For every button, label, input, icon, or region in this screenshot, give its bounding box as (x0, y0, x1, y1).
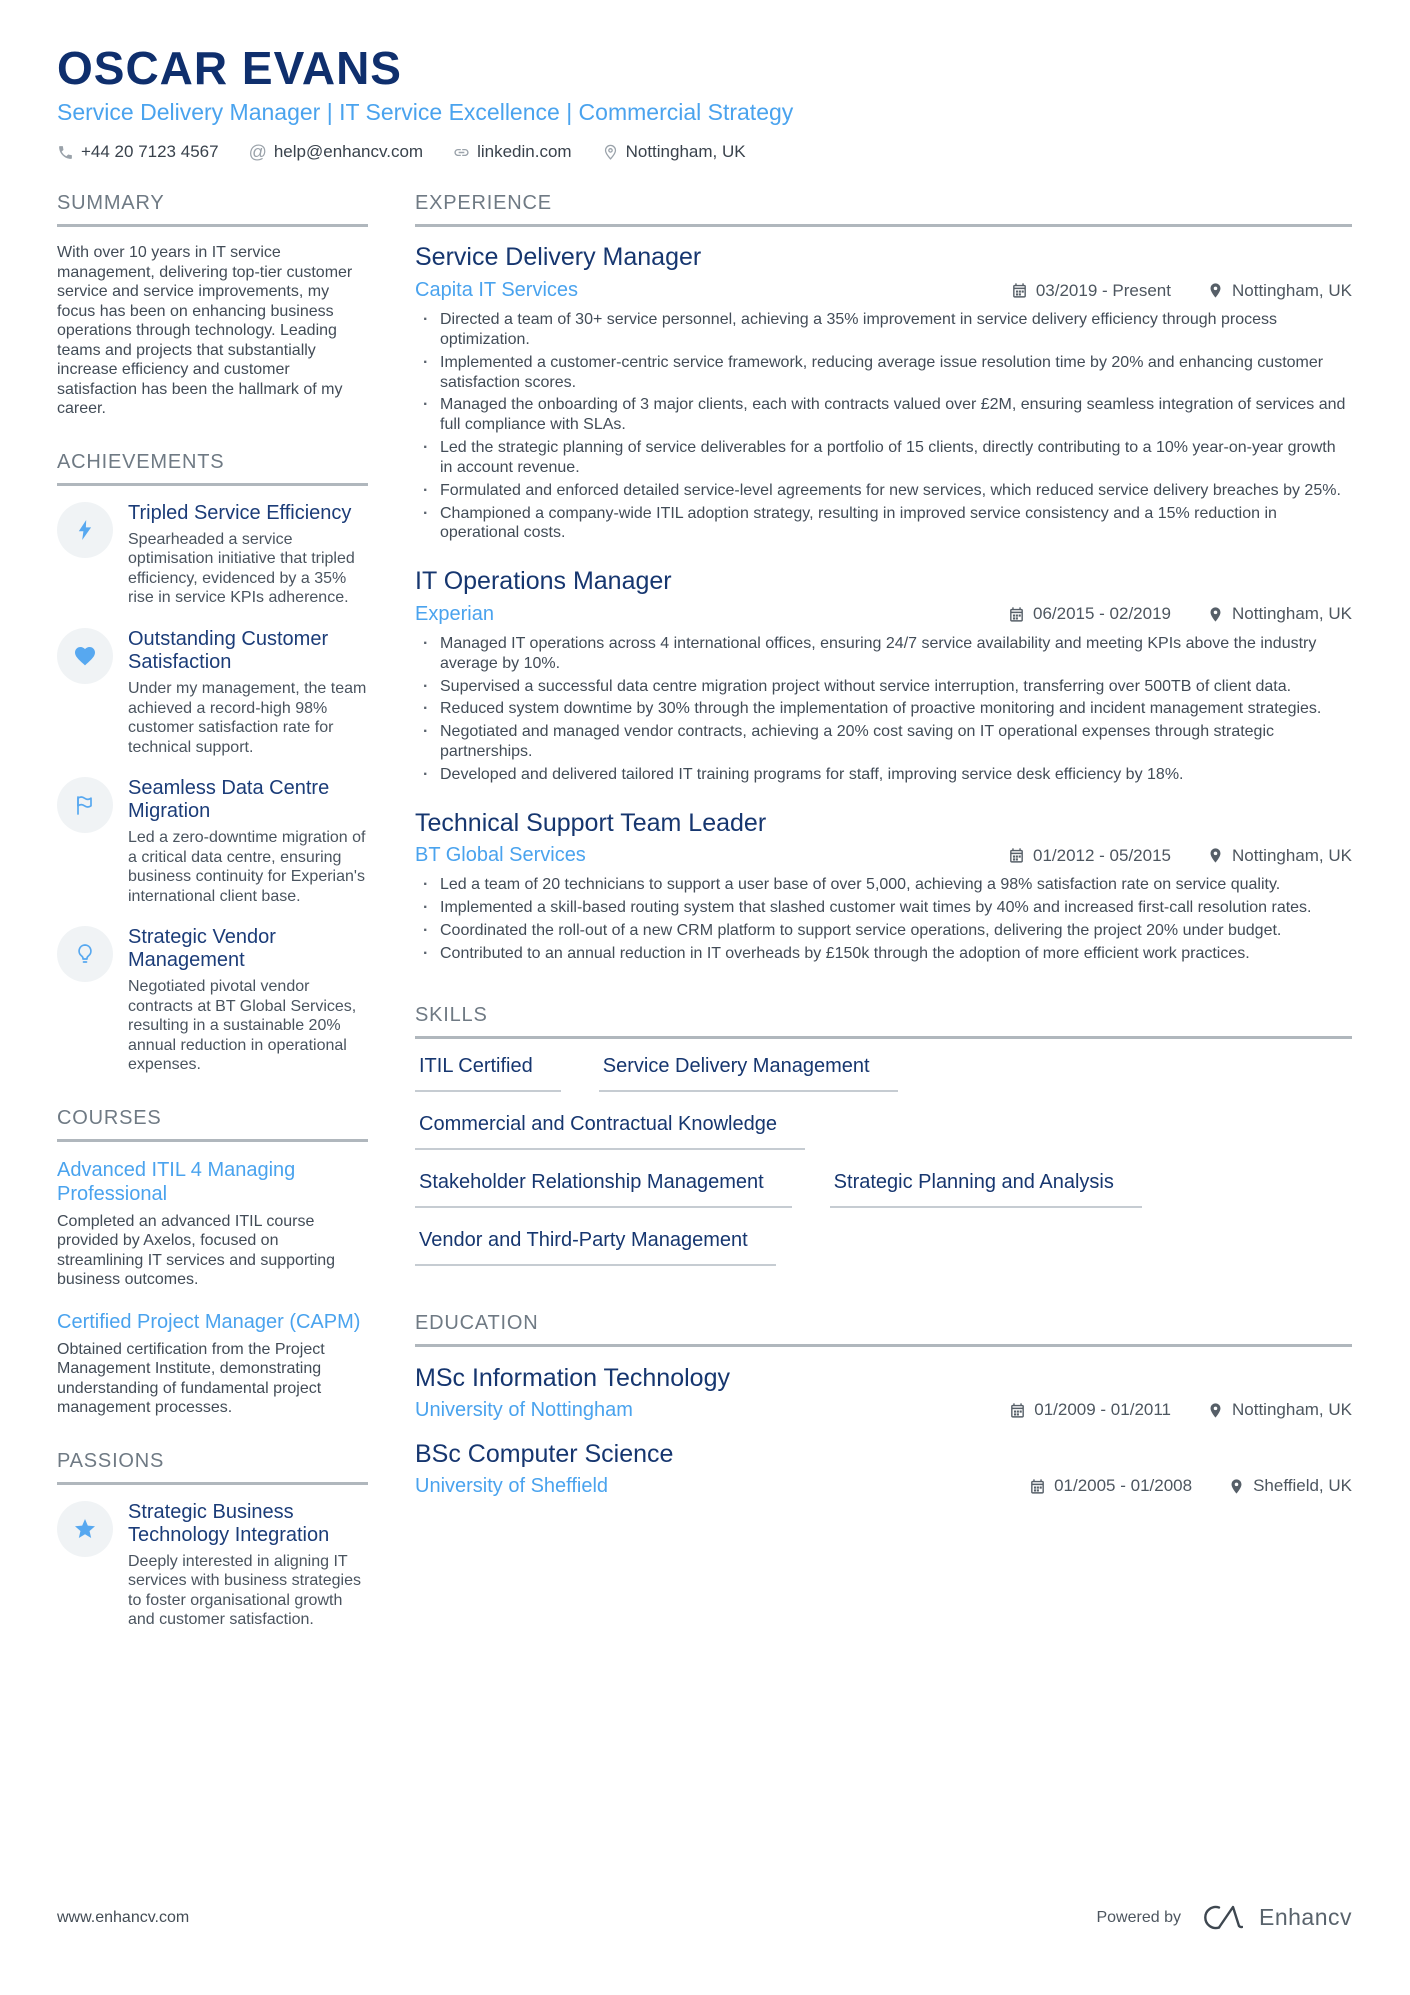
experience-section (415, 192, 1352, 963)
course-title: Certified Project Manager (CAPM) (57, 1310, 361, 1333)
bullet: · Implemented a skill-based routing system that slashed customer wait times by 40% and increased first-call resolution rates. (415, 898, 1352, 918)
calendar-icon (1008, 847, 1025, 864)
contact-link-text: linkedin.com (477, 142, 572, 162)
bullet: · Reduced system downtime by 30% through the implementation of proactive monitoring and incident management strategies. (415, 699, 1352, 719)
skills-section (415, 1004, 1352, 1266)
bullet: · Implemented a customer-centric service framework, reducing average issue resolution time by 20% and enhancing customer satisfaction scores. (415, 353, 1352, 393)
bullet: · Supervised a successful data centre migration project without service interruption, transferring over 500TB of client data. (415, 677, 1352, 697)
passion-item (57, 1501, 368, 1630)
star-icon (57, 1501, 113, 1557)
bullet: · Led the strategic planning of service deliverables for a portfolio of 15 clients, directly contributing to a 10% year-on-year growth in account revenue. (415, 438, 1352, 478)
experience-heading: EXPERIENCE (415, 192, 1352, 227)
heart-icon (57, 628, 113, 684)
education-heading: EDUCATION (415, 1312, 1352, 1347)
education-section (415, 1312, 1352, 1498)
education-location: Nottingham, UK (1207, 1400, 1352, 1420)
location-pin-icon (1207, 847, 1224, 864)
achievement-text: Negotiated pivotal vendor contracts at BT Global Services, resulting in a sustainable 20% annual reduction in operational expenses. (128, 978, 357, 1074)
contact-phone-text: +44 20 7123 4567 (81, 142, 219, 162)
experience-item (415, 567, 1352, 785)
bolt-icon (57, 502, 113, 558)
education-dates: 01/2005 - 01/2008 (1029, 1476, 1192, 1496)
at-icon: @ (248, 142, 267, 163)
candidate-name: OSCAR EVANS (57, 42, 402, 94)
bullet: · Contributed to an annual reduction in IT overheads by £150k through the adoption of more efficient work practices. (415, 944, 1352, 964)
skill-item: Stakeholder Relationship Management (415, 1171, 792, 1208)
achievement-item (57, 628, 368, 757)
degree-title: BSc Computer Science (415, 1439, 674, 1468)
course-item (57, 1158, 368, 1290)
calendar-icon (1009, 1402, 1026, 1419)
contact-location-text: Nottingham, UK (625, 142, 746, 162)
skill-item: ITIL Certified (415, 1055, 561, 1092)
passion-text: Deeply interested in aligning IT services with business strategies to foster organisational growth and customer satisfaction. (128, 1552, 361, 1629)
job-dates: 06/2015 - 02/2019 (1008, 604, 1171, 624)
powered-by-label: Powered by (1096, 1908, 1181, 1926)
flag-icon (57, 777, 113, 833)
achievement-item (57, 777, 368, 906)
bullet: · Directed a team of 30+ service personnel, achieving a 35% improvement in service delivery efficiency through process optimization. (415, 310, 1352, 350)
location-pin-icon (1228, 1478, 1245, 1495)
job-location: Nottingham, UK (1207, 604, 1352, 624)
contact-email[interactable] (249, 142, 424, 162)
calendar-icon (1029, 1478, 1046, 1495)
job-bullets (415, 310, 1352, 543)
company-name: Capita IT Services (415, 279, 579, 302)
summary-text: With over 10 years in IT service management, delivering top-tier customer service and service improvements, my focus has been on enhancing business operations through technology. Leading teams and projects that substantially increase efficiency and customer satisfaction has been the hallmark of my career. (57, 244, 353, 418)
skill-item: Service Delivery Management (599, 1055, 898, 1092)
achievements-section (57, 451, 368, 1075)
phone-icon (57, 144, 74, 161)
course-text: Obtained certification from the Project Management Institute, demonstrating understanding of fundamental project management processes. (57, 1340, 325, 1417)
education-item (415, 1363, 1352, 1422)
job-dates: 01/2012 - 05/2015 (1008, 846, 1171, 866)
achievement-text: Under my management, the team achieved a record-high 98% customer satisfaction rate for technical support. (128, 680, 367, 756)
degree-title: MSc Information Technology (415, 1363, 730, 1392)
skills-heading: SKILLS (415, 1004, 1352, 1039)
achievement-item (57, 502, 368, 608)
bullet: · Coordinated the roll-out of a new CRM platform to support service operations, delivering the project 20% under budget. (415, 921, 1352, 941)
achievement-title: Seamless Data Centre Migration (128, 777, 330, 823)
skill-item: Strategic Planning and Analysis (830, 1171, 1142, 1208)
school-name: University of Sheffield (415, 1474, 609, 1497)
achievement-title: Tripled Service Efficiency (128, 501, 352, 524)
job-bullets (415, 634, 1352, 785)
contact-email-text: help@enhancv.com (273, 142, 424, 162)
contact-row (57, 142, 1352, 162)
course-title: Advanced ITIL 4 Managing Professional (57, 1158, 296, 1205)
page-footer (57, 1902, 1352, 1933)
bullet: · Managed IT operations across 4 international offices, ensuring 24/7 service availability and meeting KPIs above the industry average by 10%. (415, 634, 1352, 674)
course-text: Completed an advanced ITIL course provided by Axelos, focused on streamlining IT services and supporting business outcomes. (57, 1212, 336, 1289)
bullet: · Managed the onboarding of 3 major clients, each with contracts valued over £2M, ensuring seamless integration of services and full compliance with SLAs. (415, 395, 1352, 435)
contact-phone (57, 142, 219, 162)
courses-heading: COURSES (57, 1107, 368, 1142)
contact-link[interactable] (453, 142, 572, 162)
experience-item (415, 243, 1352, 543)
bullet: · Negotiated and managed vendor contracts, achieving a 20% cost saving on IT operational expenses through strategic partnerships. (415, 722, 1352, 762)
candidate-headline: Service Delivery Manager | IT Service Excellence | Commercial Strategy (57, 99, 794, 126)
job-title: Technical Support Team Leader (415, 808, 767, 837)
location-pin-icon (1207, 606, 1224, 623)
location-pin-icon (1207, 1402, 1224, 1419)
calendar-icon (1008, 606, 1025, 623)
summary-heading: SUMMARY (57, 192, 368, 227)
school-name: University of Nottingham (415, 1398, 633, 1421)
resume-header (57, 44, 1352, 162)
passions-heading: PASSIONS (57, 1450, 368, 1485)
job-dates: 03/2019 - Present (1011, 281, 1171, 301)
job-bullets (415, 875, 1352, 963)
link-icon (453, 144, 470, 161)
education-item (415, 1439, 1352, 1498)
education-location: Sheffield, UK (1228, 1476, 1352, 1496)
skill-item: Commercial and Contractual Knowledge (415, 1113, 805, 1150)
courses-section (57, 1107, 368, 1418)
footer-url[interactable]: www.enhancv.com (57, 1908, 190, 1926)
job-title: IT Operations Manager (415, 567, 672, 596)
job-location: Nottingham, UK (1207, 846, 1352, 866)
passions-section (57, 1450, 368, 1630)
contact-location (602, 142, 746, 162)
bullet: · Formulated and enforced detailed service-level agreements for new services, which reduced service delivery breaches by 25%. (415, 481, 1352, 501)
bullet: · Developed and delivered tailored IT training programs for staff, improving service desk efficiency by 18%. (415, 765, 1352, 785)
calendar-icon (1011, 282, 1028, 299)
achievement-title: Strategic Vendor Management (128, 926, 276, 972)
enhancv-logo-icon (1197, 1902, 1243, 1933)
achievements-heading: ACHIEVEMENTS (57, 451, 368, 486)
company-name: Experian (415, 602, 494, 625)
passion-title: Strategic Business Technology Integration (128, 1500, 330, 1546)
bullet: · Championed a company-wide ITIL adoption strategy, resulting in improved service consistency and a 15% reduction in operational costs. (415, 504, 1352, 544)
achievement-text: Led a zero-downtime migration of a critical data centre, ensuring business continuity for Experian's international client base. (128, 829, 366, 905)
bullet: · Led a team of 20 technicians to support a user base of over 5,000, achieving a 98% satisfaction rate on service quality. (415, 875, 1352, 895)
job-location: Nottingham, UK (1207, 281, 1352, 301)
brand-name: Enhancv (1258, 1904, 1352, 1930)
lightbulb-icon (57, 926, 113, 982)
job-title: Service Delivery Manager (415, 243, 702, 272)
achievement-item (57, 926, 368, 1075)
achievement-title: Outstanding Customer Satisfaction (128, 628, 329, 673)
education-dates: 01/2009 - 01/2011 (1009, 1400, 1171, 1420)
summary-section (57, 192, 368, 419)
course-item (57, 1310, 368, 1418)
left-column (57, 192, 368, 1662)
experience-item (415, 809, 1352, 964)
location-pin-icon (1207, 282, 1224, 299)
company-name: BT Global Services (415, 844, 586, 867)
achievement-text: Spearheaded a service optimisation initiative that tripled efficiency, evidenced by a 35% rise in service KPIs adherence. (128, 530, 355, 607)
skill-item: Vendor and Third-Party Management (415, 1229, 776, 1266)
right-column (415, 192, 1352, 1662)
location-pin-icon (602, 144, 619, 161)
